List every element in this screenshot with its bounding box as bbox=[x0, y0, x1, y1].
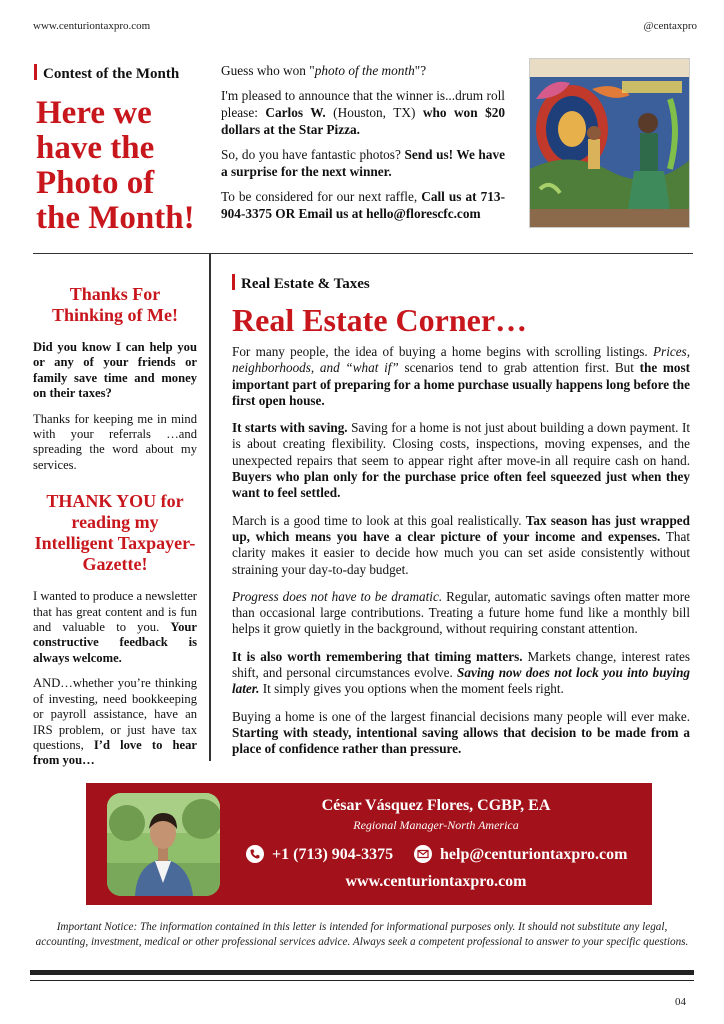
page-number: 04 bbox=[675, 996, 686, 1008]
sidebar-referral-text: Did you know I can help you or any of your friends or family save time and money on their taxes? bbox=[33, 340, 197, 401]
sidebar-heading-gazette: THANK YOU for reading my Intelligent Taxpayer-Gazette! bbox=[34, 491, 196, 575]
important-notice: Important Notice: The information contained in this letter is intended for informational purposes only. It should not substitute any legal, accounting, investment, medical or other professional services advice. Always seek a competent professional to answer to your specific questions. bbox=[35, 921, 689, 948]
article-paragraph: Buying a home is one of the largest financial decisions many people will ever make. Starting with steady, intentional saving allows that decision to be made from a place of confidence rather than pressure. bbox=[232, 708, 690, 757]
contest-title-line: have the bbox=[36, 130, 155, 166]
footer-rule-thick bbox=[30, 970, 694, 975]
article-kicker: Real Estate & Taxes bbox=[232, 274, 370, 293]
contest-call-to-action: So, do you have fantastic photos? Send us! We have a surprise for the next winner. bbox=[221, 147, 505, 179]
article-title: Real Estate Corner… bbox=[232, 302, 528, 338]
kicker-bar bbox=[34, 64, 37, 80]
contact-name: César Vásquez Flores, CGBP, EA bbox=[321, 797, 551, 814]
article bbox=[232, 302, 690, 769]
article-paragraph: Progress does not have to be dramatic. Regular, automatic savings often matter more than occasional large contributions. Treating a future home fund like a monthly bill helps it grow quietly in the background, without requiring constant attention. bbox=[232, 588, 691, 637]
article-paragraph: It is also worth remembering that timing matters. Markets change, interest rates shift, and personal circumstances evolve. Saving now does not lock you into buying later. It simply gives you options when the moment feels right. bbox=[232, 648, 691, 697]
article-paragraph: March is a good time to look at this goal realistically. Tax season has just wrapped up, which means you have a clear picture of your income and expenses. That clarity makes it easier to decide how much you can set aside consistently without straining your day-to-day budget. bbox=[232, 512, 690, 577]
contest-kicker: Contest of the Month bbox=[34, 64, 179, 83]
phone-icon bbox=[246, 845, 264, 868]
contest-title bbox=[36, 96, 206, 236]
kicker-bar bbox=[232, 274, 235, 290]
contest-body bbox=[221, 62, 505, 230]
contact-card bbox=[86, 783, 652, 905]
article-paragraph: For many people, the idea of buying a home begins with scrolling listings. Prices, neighborhoods, and “what if” scenarios tend to grab attention first. But the most important part of preparing for a home purchase usually happens long before the first open house. bbox=[232, 344, 690, 408]
footer-rule-thin bbox=[30, 980, 694, 981]
winning-photo bbox=[529, 58, 690, 228]
contest-contact: To be considered for our next raffle, Call us at 713-904-3375 OR Email us at hello@florescfc.com bbox=[221, 189, 505, 221]
contest-title-line: the Month! bbox=[36, 200, 195, 236]
top-bar bbox=[33, 20, 697, 34]
avatar bbox=[107, 793, 220, 896]
sidebar-services-text: AND…whether you’re thinking of investing, need bookkeeping or payroll assistance, have an IRS problem, or just have tax questions, I’d love to hear from you… bbox=[33, 676, 197, 768]
contest-question: Guess who won "photo of the month"? bbox=[221, 63, 427, 78]
envelope-icon bbox=[414, 845, 432, 868]
contest-title-line: Here we bbox=[36, 95, 152, 131]
column-divider bbox=[209, 253, 211, 761]
article-paragraph: It starts with saving. Saving for a home is not just about building a down payment. It is about creating flexibility. Closing costs, inspections, moving expenses, and the unexpected repairs that seem to appear right after move-in all require cash on hand. Buyers who plan only for the purchase price often feel squeezed just when they want to feel settled. bbox=[232, 420, 690, 501]
sidebar-feedback-text: I wanted to produce a newsletter that has great content and is fun and valuable to you. Your constructive feedback is always welcome. bbox=[33, 589, 198, 665]
contact-website[interactable]: www.centuriontaxpro.com bbox=[345, 873, 527, 890]
sidebar-heading-thanks: Thanks For Thinking of Me! bbox=[51, 284, 179, 325]
contact-role: Regional Manager-North America bbox=[353, 818, 519, 832]
sidebar-thanks-text: Thanks for keeping me in mind with your referrals …and spreading the word about my services. bbox=[33, 411, 197, 472]
sidebar bbox=[33, 284, 197, 779]
contact-phone[interactable]: +1 (713) 904-3375 bbox=[246, 845, 393, 868]
contest-title-line: Photo of bbox=[36, 165, 155, 201]
contact-email[interactable]: help@centuriontaxpro.com bbox=[414, 845, 627, 868]
header-website[interactable]: www.centuriontaxpro.com bbox=[33, 20, 151, 32]
contest-announcement: I'm pleased to announce that the winner is...drum roll please: Carlos W. (Houston, TX) who won $20 dollars at the Star Pizza. bbox=[221, 88, 506, 137]
header-handle[interactable]: @centaxpro bbox=[643, 20, 697, 32]
section-divider bbox=[33, 253, 693, 254]
